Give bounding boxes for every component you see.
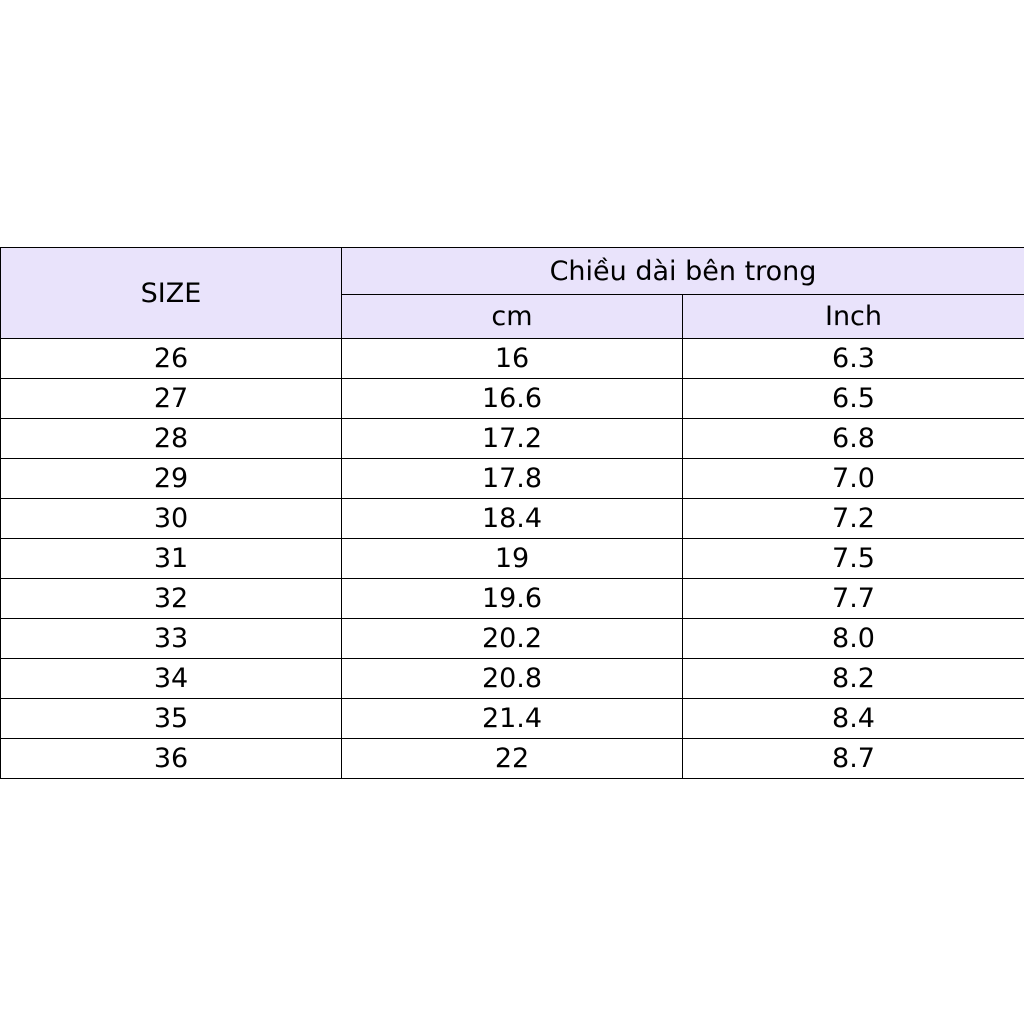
table-row — [1, 579, 1024, 619]
size-cell: 33 — [1, 619, 342, 659]
cm-cell: 16 — [342, 339, 683, 379]
inch-cell: 8.4 — [683, 699, 1024, 739]
table-row — [1, 339, 1024, 379]
inch-cell: 6.5 — [683, 379, 1024, 419]
size-cell: 28 — [1, 419, 342, 459]
table-row — [1, 659, 1024, 699]
cm-cell: 19 — [342, 539, 683, 579]
table-row — [1, 499, 1024, 539]
table-row — [1, 539, 1024, 579]
table-row — [1, 379, 1024, 419]
cm-cell: 16.6 — [342, 379, 683, 419]
table-row — [1, 419, 1024, 459]
size-cell: 27 — [1, 379, 342, 419]
cm-cell: 19.6 — [342, 579, 683, 619]
size-cell: 35 — [1, 699, 342, 739]
cm-cell: 18.4 — [342, 499, 683, 539]
size-cell: 26 — [1, 339, 342, 379]
inch-cell: 6.3 — [683, 339, 1024, 379]
size-cell: 36 — [1, 739, 342, 779]
cm-cell: 17.8 — [342, 459, 683, 499]
size-cell: 31 — [1, 539, 342, 579]
cm-header: cm — [342, 295, 683, 339]
size-chart-table — [0, 247, 1024, 779]
inch-cell: 7.7 — [683, 579, 1024, 619]
inch-header: Inch — [683, 295, 1024, 339]
inch-cell: 7.5 — [683, 539, 1024, 579]
cm-cell: 17.2 — [342, 419, 683, 459]
table-row — [1, 699, 1024, 739]
cm-cell: 21.4 — [342, 699, 683, 739]
inch-cell: 6.8 — [683, 419, 1024, 459]
table-row — [1, 619, 1024, 659]
inch-cell: 8.0 — [683, 619, 1024, 659]
size-cell: 32 — [1, 579, 342, 619]
table-row — [1, 739, 1024, 779]
header-row-top — [1, 248, 1024, 295]
cm-cell: 20.8 — [342, 659, 683, 699]
inch-cell: 7.0 — [683, 459, 1024, 499]
size-header: SIZE — [1, 248, 342, 339]
size-cell: 34 — [1, 659, 342, 699]
size-cell: 30 — [1, 499, 342, 539]
cm-cell: 22 — [342, 739, 683, 779]
cm-cell: 20.2 — [342, 619, 683, 659]
inch-cell: 7.2 — [683, 499, 1024, 539]
size-cell: 29 — [1, 459, 342, 499]
table-header — [1, 248, 1024, 339]
table-row — [1, 459, 1024, 499]
inch-cell: 8.2 — [683, 659, 1024, 699]
inch-cell: 8.7 — [683, 739, 1024, 779]
table-body — [1, 339, 1024, 779]
inner-length-header: Chiều dài bên trong — [342, 248, 1024, 295]
